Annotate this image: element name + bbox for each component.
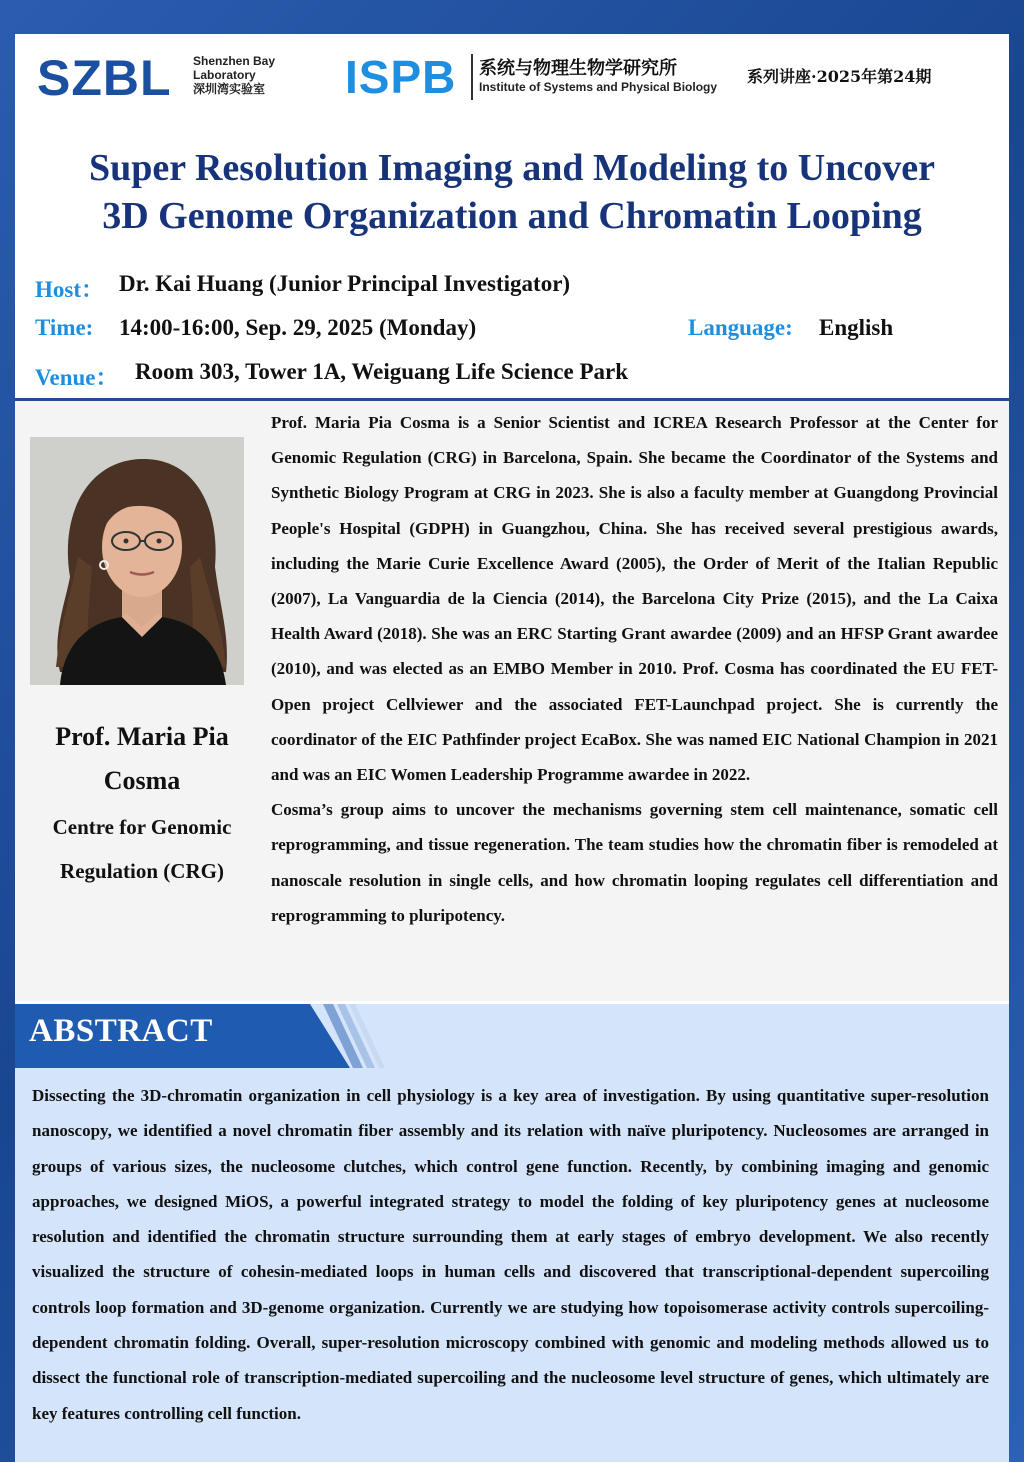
szbl-name-cn: 深圳湾实验室 [193, 82, 266, 96]
poster-sheet [15, 34, 1009, 1462]
speaker-affiliation [15, 805, 269, 893]
speaker-portrait-illustration [30, 437, 244, 685]
abstract-top-border [15, 1001, 1009, 1004]
venue-label: Venue： [35, 365, 119, 390]
speaker-biography [271, 405, 998, 933]
language-label: Language: [688, 315, 793, 340]
szbl-name-line1: Shenzhen Bay [193, 54, 276, 68]
venue-value: Room 303, Tower 1A, Weiguang Life Science Park [135, 359, 629, 384]
time-label: Time: [35, 315, 94, 340]
abstract-section [15, 1001, 1009, 1462]
speaker-bio-section [15, 401, 1009, 1001]
header [15, 34, 1009, 130]
lecture-series-label: 系列讲座·2025年第24期 [747, 67, 932, 86]
szbl-name-line2: Laboratory [193, 68, 256, 82]
speaker-affiliation-line1: Centre for Genomic [52, 815, 232, 839]
talk-title-line1: Super Resolution Imaging and Modeling to Uncover [89, 147, 935, 189]
speaker-name-line2: Cosma [103, 766, 181, 795]
time-value: 14:00-16:00, Sep. 29, 2025 (Monday) [119, 315, 477, 340]
decorative-stripes-icon [315, 1004, 395, 1068]
language-value: English [819, 315, 894, 340]
host-value: Dr. Kai Huang (Junior Principal Investigator) [119, 271, 571, 296]
bio-paragraph: Prof. Maria Pia Cosma is a Senior Scientist and ICREA Research Professor at the Center for Genomic Regulation (CRG) in Barcelona, Spain. She became the Coordinator of the Systems and Synthetic Biology Program at CRG in 2023. She is also a faculty member at Guangdong Provincial People's Hospital (GDPH) in Guangzhou, China. She has received several prestigious awards, including the Marie Curie Excellence Award (2005), the Order of Merit of the Italian Republic (2007), La Vanguardia de la Ciencia (2014), the Barcelona City Prize (2015), and the La Caixa Health Award (2018). She was an ERC Starting Grant awardee (2009) and an HFSP Grant awardee (2010), and was elected as an EMBO Member in 2010. Prof. Cosma has coordinated the EU FET-Open project Cellviewer and the associated FET-Launchpad project. She is currently the coordinator of the EIC Pathfinder project EcaBox. She was named EIC National Champion in 2021 and was an EIC Women Leadership Programme awardee in 2022. [271, 413, 998, 785]
ispb-logo: ISPB [345, 51, 457, 103]
speaker-name [15, 715, 269, 803]
abstract-body: Dissecting the 3D-chromatin organization in cell physiology is a key area of investigation. By using quantitative super-resolution nanoscopy, we identified a novel chromatin fiber assembly and its relation with naïve pluripotency. Nucleosomes are arranged in groups of various sizes, the nucleosome clutches, which control gene function. Recently, by combining imaging and genomic approaches, we designed MiOS, a powerful integrated strategy to model the folding of key pluripotency genes at nucleosome resolution and identified the chromatin structure surrounding them at early stages of embryo development. We also recently visualized the structure of cohesin-mediated loops in human cells and discovered that transcriptional-dependent supercoiling controls loop formation and 3D-genome organization. Currently we are studying how topoisomerase activity controls supercoiling-dependent chromatin folding. Overall, super-resolution microscopy combined with genomic and modeling methods allowed us to dissect the functional role of transcription-mediated supercoiling and the nucleosome level structure of genes, which ultimately are key features controlling cell function. [32, 1086, 989, 1423]
szbl-logo-subtitle [193, 54, 275, 96]
logo-divider [471, 54, 473, 100]
speaker-photo [30, 437, 244, 685]
ispb-name-en: Institute of Systems and Physical Biology [479, 80, 718, 94]
speaker-affiliation-line2: Regulation (CRG) [60, 859, 224, 883]
talk-title [15, 144, 1009, 240]
talk-title-line2: 3D Genome Organization and Chromatin Looping [102, 195, 922, 237]
speaker-name-line1: Prof. Maria Pia [55, 722, 229, 751]
ispb-name-cn: 系统与物理生物学研究所 [479, 58, 677, 79]
host-label: Host： [35, 277, 104, 302]
abstract-heading: ABSTRACT [29, 1013, 213, 1049]
bio-paragraph: Cosma’s group aims to uncover the mechanisms governing stem cell maintenance, somatic cell reprogramming, and tissue regeneration. The team studies how the chromatin fiber is remodeled at nanoscale resolution in single cells, and how chromatin looping regulates cell differentiation and reprogramming to pluripotency. [271, 800, 998, 925]
szbl-logo: SZBL [37, 50, 172, 106]
